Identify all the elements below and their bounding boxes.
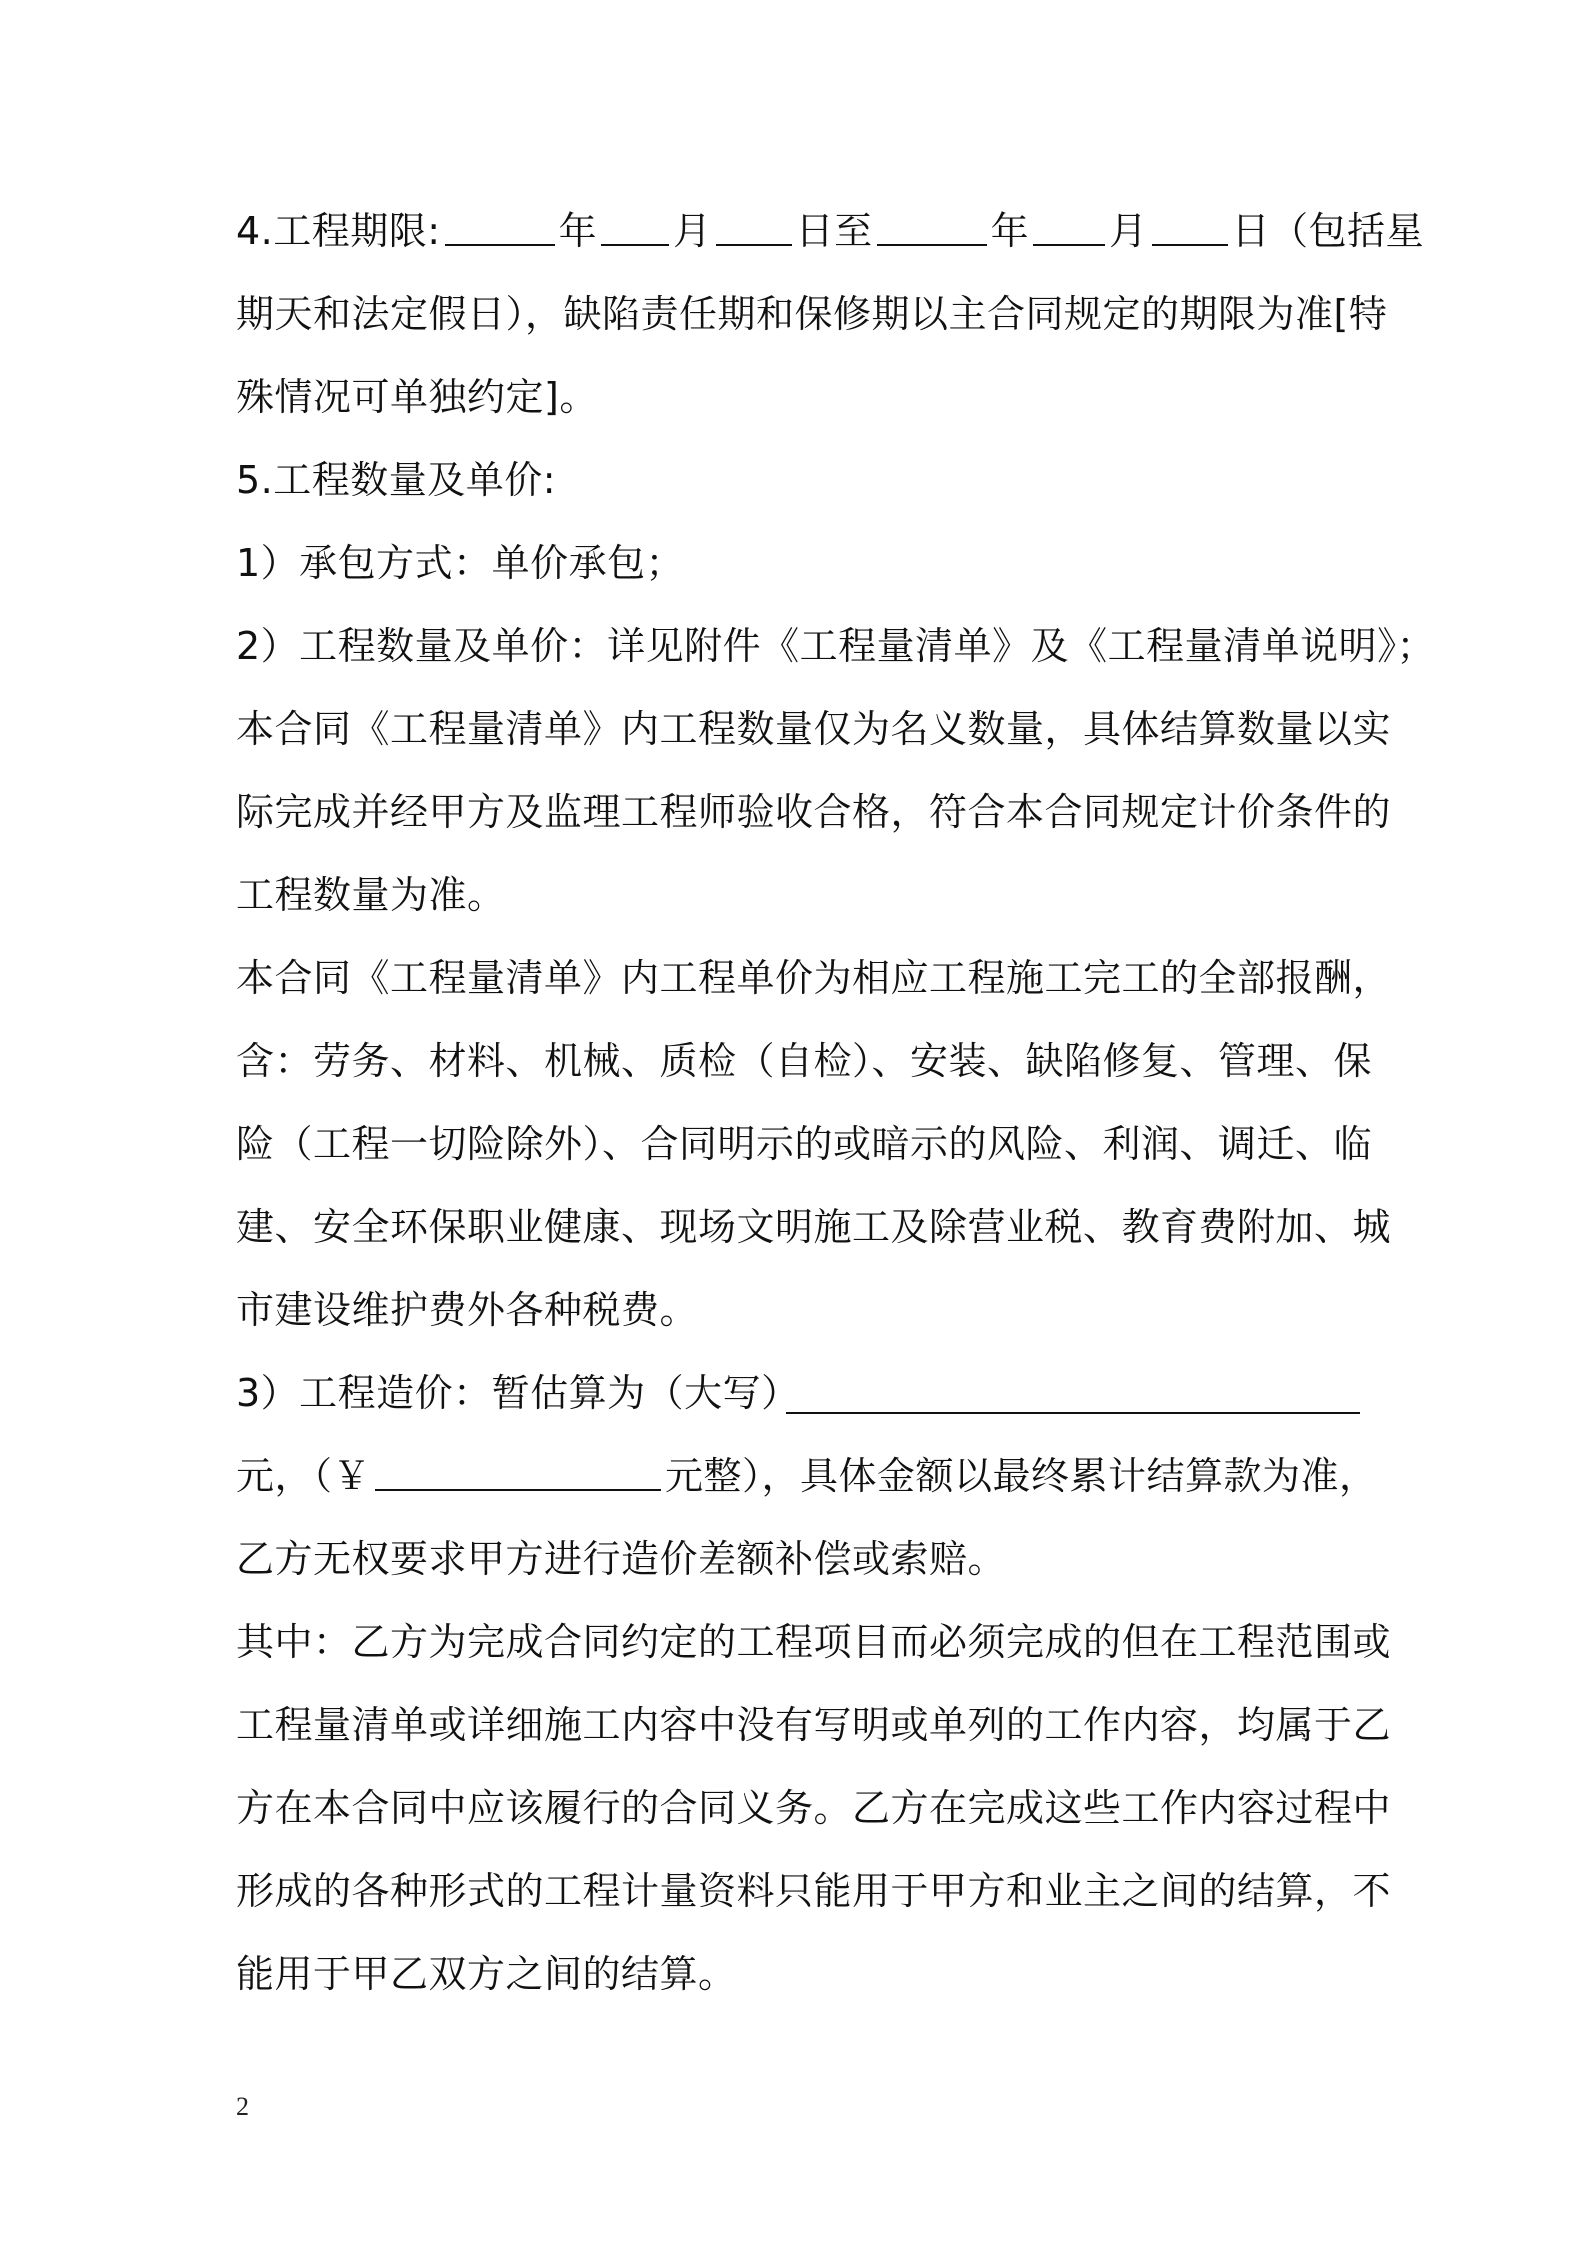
section-heading: 5.工程数量及单价: bbox=[236, 458, 557, 502]
paragraph-line: 险（工程一切险除外）、合同明示的或暗示的风险、利润、调迁、临 bbox=[236, 1122, 1373, 1166]
yuan-label: 元，（￥ bbox=[236, 1454, 372, 1498]
amount-in-figures-blank bbox=[375, 1451, 661, 1491]
start-month-blank bbox=[601, 206, 669, 246]
day-label-2: 日（包括星 bbox=[1231, 209, 1425, 253]
year-label-2: 年 bbox=[990, 209, 1030, 253]
price-rest: 元整），具体金额以最终累计结算款为准， bbox=[665, 1454, 1378, 1498]
paragraph-line: 本合同《工程量清单》内工程单价为相应工程施工完工的全部报酬， bbox=[236, 956, 1392, 1000]
end-month-blank bbox=[1033, 206, 1105, 246]
paragraph-line: 建、安全环保职业健康、现场文明施工及除营业税、教育费附加、城 bbox=[236, 1205, 1392, 1249]
price-label: 3）工程造价：暂估算为（大写） bbox=[236, 1371, 800, 1415]
paragraph-line: 其中：乙方为完成合同约定的工程项目而必须完成的但在工程范围或 bbox=[236, 1620, 1392, 1664]
contract-body bbox=[236, 190, 1436, 2016]
start-year-blank bbox=[445, 206, 555, 246]
list-item: 1）承包方式：单价承包； bbox=[236, 541, 685, 585]
amount-in-words-blank bbox=[786, 1374, 1360, 1414]
paragraph-line: 市建设维护费外各种税费。 bbox=[236, 1288, 699, 1332]
paragraph-line: 际完成并经甲方及监理工程师验收合格，符合本合同规定计价条件的 bbox=[236, 790, 1392, 834]
paragraph-line: 本合同《工程量清单》内工程数量仅为名义数量，具体结算数量以实 bbox=[236, 707, 1392, 751]
paragraph-line: 工程数量为准。 bbox=[236, 873, 506, 917]
start-day-blank bbox=[716, 206, 792, 246]
end-day-blank bbox=[1152, 206, 1228, 246]
paragraph-line: 形成的各种形式的工程计量资料只能用于甲方和业主之间的结算，不 bbox=[236, 1869, 1392, 1913]
paragraph-line: 含：劳务、材料、机械、质检（自检）、安装、缺陷修复、管理、保 bbox=[236, 1039, 1373, 1083]
paragraph-line: 能用于甲乙双方之间的结算。 bbox=[236, 1952, 737, 1996]
term-text-line: 殊情况可单独约定]。 bbox=[236, 375, 598, 419]
paragraph-line: 工程量清单或详细施工内容中没有写明或单列的工作内容，均属于乙 bbox=[236, 1703, 1392, 1747]
paragraph-line: 乙方无权要求甲方进行造价差额补偿或索赔。 bbox=[236, 1537, 1007, 1581]
term-text-line: 期天和法定假日），缺陷责任期和保修期以主合同规定的期限为准[特 bbox=[236, 292, 1388, 336]
price-amount-line bbox=[236, 1435, 1378, 1518]
term-line bbox=[236, 190, 1425, 273]
day-to-label: 日至 bbox=[795, 209, 873, 253]
month-label-2: 月 bbox=[1109, 209, 1148, 253]
paragraph-line: 方在本合同中应该履行的合同义务。乙方在完成这些工作内容过程中 bbox=[236, 1786, 1392, 1830]
list-item: 2）工程数量及单价：详见附件《工程量清单》及《工程量清单说明》； bbox=[236, 624, 1436, 668]
term-label: 4.工程期限: bbox=[236, 209, 441, 253]
year-label: 年 bbox=[558, 209, 598, 253]
page-number: 2 bbox=[236, 2092, 249, 2121]
month-label: 月 bbox=[673, 209, 712, 253]
end-year-blank bbox=[877, 206, 987, 246]
price-line bbox=[236, 1352, 1360, 1435]
